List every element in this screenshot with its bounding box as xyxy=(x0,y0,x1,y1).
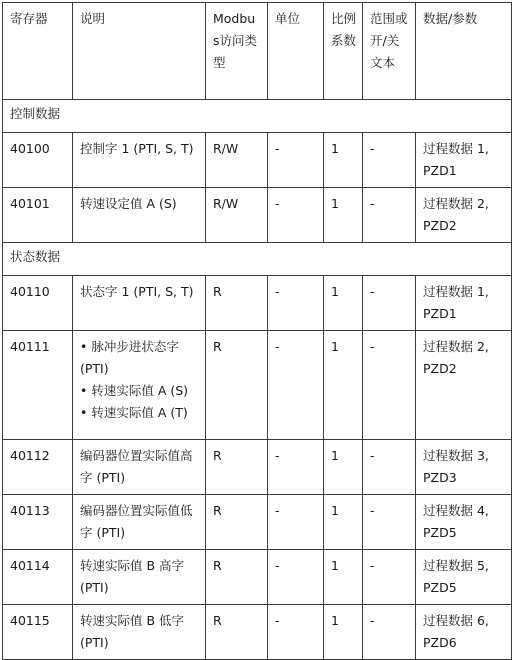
table-row xyxy=(3,331,512,440)
table-row xyxy=(3,440,512,495)
header-range: 范围或开/关文本 xyxy=(363,3,416,100)
cell-range: - xyxy=(363,440,416,495)
table-row xyxy=(3,133,512,188)
cell-access: R xyxy=(206,331,268,440)
register-table xyxy=(2,2,512,660)
header-unit: 单位 xyxy=(268,3,324,100)
cell-access: R xyxy=(206,440,268,495)
section-title: 状态数据 xyxy=(3,243,512,276)
cell-access: R/W xyxy=(206,188,268,243)
cell-access: R xyxy=(206,276,268,331)
cell-data: 过程数据 1, PZD1 xyxy=(416,276,512,331)
cell-scale: 1 xyxy=(324,331,363,440)
cell-data: 过程数据 6, PZD6 xyxy=(416,605,512,660)
cell-data: 过程数据 4, PZD5 xyxy=(416,495,512,550)
cell-access: R/W xyxy=(206,133,268,188)
cell-unit: - xyxy=(268,276,324,331)
table-row xyxy=(3,605,512,660)
cell-unit: - xyxy=(268,550,324,605)
cell-unit: - xyxy=(268,188,324,243)
cell-unit: - xyxy=(268,495,324,550)
cell-range: - xyxy=(363,495,416,550)
header-data-param: 数据/参数 xyxy=(416,3,512,100)
table-row xyxy=(3,495,512,550)
header-modbus-access: Modbus访问类型 xyxy=(206,3,268,100)
header-description: 说明 xyxy=(73,3,206,100)
cell-description: 转速实际值 B 高字 (PTI) xyxy=(73,550,206,605)
cell-scale: 1 xyxy=(324,550,363,605)
cell-register: 40112 xyxy=(3,440,73,495)
cell-range: - xyxy=(363,331,416,440)
cell-range: - xyxy=(363,188,416,243)
cell-access: R xyxy=(206,495,268,550)
cell-description: 转速设定值 A (S) xyxy=(73,188,206,243)
cell-range: - xyxy=(363,133,416,188)
header-register: 寄存器 xyxy=(3,3,73,100)
section-row-status xyxy=(3,243,512,276)
table-row xyxy=(3,550,512,605)
cell-description: 编码器位置实际值低字 (PTI) xyxy=(73,495,206,550)
table-header-row xyxy=(3,3,512,100)
cell-range: - xyxy=(363,605,416,660)
cell-range: - xyxy=(363,550,416,605)
cell-scale: 1 xyxy=(324,133,363,188)
table-row xyxy=(3,276,512,331)
cell-access: R xyxy=(206,550,268,605)
bullet-item: • 转速实际值 A (T) xyxy=(80,402,199,424)
table-row xyxy=(3,188,512,243)
section-row-control xyxy=(3,100,512,133)
cell-register: 40115 xyxy=(3,605,73,660)
cell-register: 40111 xyxy=(3,331,73,440)
cell-unit: - xyxy=(268,133,324,188)
cell-scale: 1 xyxy=(324,495,363,550)
cell-scale: 1 xyxy=(324,440,363,495)
cell-data: 过程数据 1, PZD1 xyxy=(416,133,512,188)
cell-register: 40110 xyxy=(3,276,73,331)
cell-scale: 1 xyxy=(324,276,363,331)
cell-range: - xyxy=(363,276,416,331)
cell-unit: - xyxy=(268,605,324,660)
cell-description-bullets xyxy=(73,331,206,440)
header-scale: 比例系数 xyxy=(324,3,363,100)
cell-description: 编码器位置实际值高字 (PTI) xyxy=(73,440,206,495)
cell-data: 过程数据 5, PZD5 xyxy=(416,550,512,605)
cell-data: 过程数据 3, PZD3 xyxy=(416,440,512,495)
cell-scale: 1 xyxy=(324,188,363,243)
cell-description: 状态字 1 (PTI, S, T) xyxy=(73,276,206,331)
cell-access: R xyxy=(206,605,268,660)
cell-data: 过程数据 2, PZD2 xyxy=(416,188,512,243)
section-title: 控制数据 xyxy=(3,100,512,133)
cell-unit: - xyxy=(268,331,324,440)
cell-unit: - xyxy=(268,440,324,495)
cell-register: 40113 xyxy=(3,495,73,550)
bullet-item: • 脉冲步进状态字 (PTI) xyxy=(80,336,199,380)
cell-register: 40114 xyxy=(3,550,73,605)
cell-register: 40101 xyxy=(3,188,73,243)
cell-register: 40100 xyxy=(3,133,73,188)
bullet-item: • 转速实际值 A (S) xyxy=(80,380,199,402)
cell-data: 过程数据 2, PZD2 xyxy=(416,331,512,440)
cell-description: 转速实际值 B 低字 (PTI) xyxy=(73,605,206,660)
cell-description: 控制字 1 (PTI, S, T) xyxy=(73,133,206,188)
cell-scale: 1 xyxy=(324,605,363,660)
